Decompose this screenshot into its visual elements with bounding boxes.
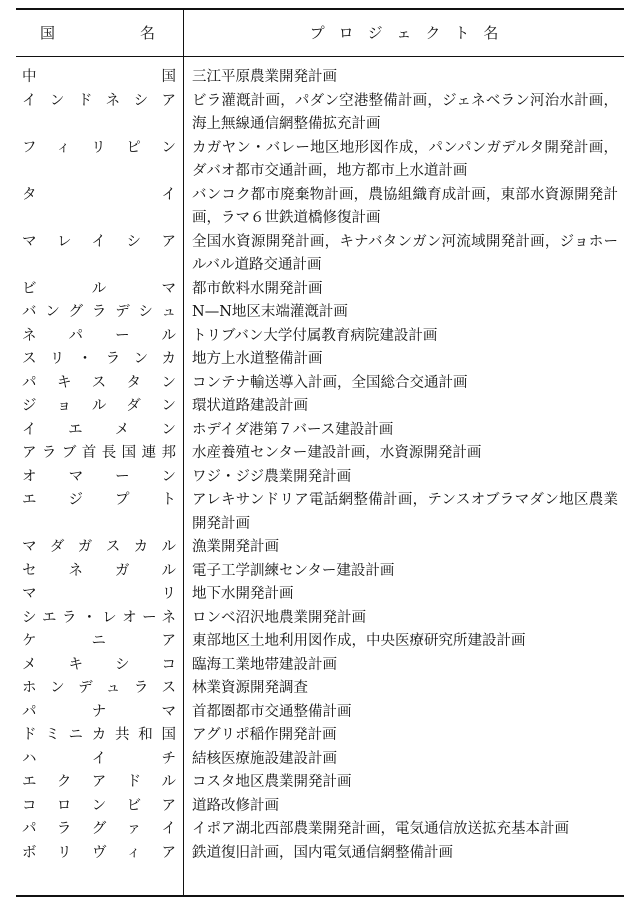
project-names: バンコク都市廃棄物計画，農協組織育成計画，東部水資源開発計画，ラマ６世鉄道橋修復計画 <box>192 186 618 226</box>
table-row <box>16 748 624 772</box>
project-names: 地方上水道整備計画 <box>192 351 323 367</box>
header-country <box>16 10 183 56</box>
table-row <box>16 677 624 701</box>
country-name: タイ <box>22 186 176 203</box>
country-name: ドミニカ共和国 <box>22 727 176 743</box>
table-row <box>16 701 624 725</box>
table-row <box>16 560 624 584</box>
country-name: ボリヴィア <box>22 844 176 861</box>
country-name: マリ <box>22 586 176 602</box>
project-names: ロンベ沼沢地農業開発計画 <box>192 609 366 626</box>
project-table <box>16 8 624 897</box>
country-name: パナマ <box>22 703 176 720</box>
table-row <box>16 818 624 842</box>
country-name: ホンデュラス <box>22 680 176 696</box>
project-names: 鉄道復旧計画，国内電気通信網整備計画 <box>192 844 453 861</box>
country-name: スリ・ランカ <box>22 351 176 367</box>
table-row <box>16 583 624 607</box>
country-name: セネガル <box>22 562 176 579</box>
country-name: ハイチ <box>22 750 176 767</box>
table-row <box>16 630 624 654</box>
table-row <box>16 66 624 90</box>
header-country-char-1: 国 <box>40 24 56 42</box>
table-row <box>16 466 624 490</box>
table-row <box>16 795 624 819</box>
project-names: ビラ灌漑計画，パダン空港整備計画，ジェネベラン河治水計画，海上無線通信網整備拡充計画 <box>192 92 618 132</box>
project-names: N—N地区末端灌漑計画 <box>192 304 348 320</box>
project-names: 電子工学訓練センター建設計画 <box>192 562 395 579</box>
project-names: イポア湖北西部農業開発計画，電気通信放送拡充基本計画 <box>192 821 569 837</box>
project-names: 東部地区土地利用図作成，中央医療研究所建設計画 <box>192 633 526 649</box>
project-names: 都市飲料水開発計画 <box>192 280 323 297</box>
table-row <box>16 395 624 419</box>
country-name: メキシコ <box>22 656 176 673</box>
header-project: プロジェクト名 <box>309 24 513 42</box>
project-names: 三江平原農業開発計画 <box>192 69 337 85</box>
project-names: アレキサンドリア電話網整備計画，テンスオブラマダン地区農業開発計画 <box>192 492 618 532</box>
table-header <box>16 10 624 57</box>
table-row <box>16 348 624 372</box>
table-row <box>16 419 624 443</box>
table-row <box>16 489 624 536</box>
country-name: エクアドル <box>22 774 176 790</box>
project-names: コスタ地区農業開発計画 <box>192 774 352 790</box>
table-row <box>16 654 624 678</box>
country-name: パラグァイ <box>22 821 176 837</box>
table-row <box>16 771 624 795</box>
country-name: シエラ・レオーネ <box>22 609 176 626</box>
table-row <box>16 724 624 748</box>
table-row <box>16 842 624 866</box>
project-names: 全国水資源開発計画，キナバタンガン河流域開発計画，ジョホールバル道路交通計画 <box>192 233 618 273</box>
table-row <box>16 372 624 396</box>
country-name: パキスタン <box>22 374 176 391</box>
table-row <box>16 231 624 278</box>
project-names: 地下水開発計画 <box>192 586 294 602</box>
table-row <box>16 184 624 231</box>
country-name: エジプト <box>22 492 176 508</box>
project-names: コンテナ輸送導入計画，全国総合交通計画 <box>192 374 468 391</box>
project-names: カガヤン・バレー地区地形図作成，パンパンガデルタ開発計画，ダバオ都市交通計画，地方都市上水道計画 <box>192 139 618 179</box>
table-row <box>16 137 624 184</box>
project-names: 結核医療施設建設計画 <box>192 750 337 767</box>
table-row <box>16 607 624 631</box>
table-row <box>16 301 624 325</box>
country-name: バングラデシュ <box>22 304 176 320</box>
project-names: 道路改修計画 <box>192 797 279 814</box>
country-name: ネパール <box>22 327 176 344</box>
country-name: イエメン <box>22 421 176 438</box>
project-names: 首都圏都市交通整備計画 <box>192 703 352 720</box>
table-body <box>16 66 624 865</box>
project-names: 環状道路建設計画 <box>192 398 308 414</box>
project-names: 林業資源開発調査 <box>192 680 308 696</box>
country-name: オマーン <box>22 468 176 485</box>
country-name: フィリピン <box>22 139 176 156</box>
project-names: ホデイダ港第７バース建設計画 <box>192 421 394 438</box>
table-row <box>16 536 624 560</box>
project-names: 漁業開発計画 <box>192 539 279 555</box>
table-row <box>16 90 624 137</box>
table-row <box>16 325 624 349</box>
country-name: アラブ首長国連邦 <box>22 445 176 461</box>
country-name: 中国 <box>22 69 176 85</box>
project-names: 臨海工業地帯建設計画 <box>192 656 337 673</box>
project-names: アグリポ稲作開発計画 <box>192 727 337 743</box>
table-row <box>16 278 624 302</box>
country-name: コロンビア <box>22 797 176 814</box>
country-name: ビルマ <box>22 280 176 297</box>
table-row <box>16 442 624 466</box>
country-name: マダガスカル <box>22 539 176 555</box>
project-names: ワジ・ジジ農業開発計画 <box>192 468 352 485</box>
country-name: ケニア <box>22 633 176 649</box>
header-country-char-2: 名 <box>140 24 156 42</box>
country-name: ジョルダン <box>22 398 176 414</box>
country-name: マレイシア <box>22 233 176 250</box>
country-name: インドネシア <box>22 92 176 109</box>
project-names: 水産養殖センター建設計画，水資源開発計画 <box>192 445 482 461</box>
project-names: トリブバン大学付属教育病院建設計画 <box>192 327 438 344</box>
